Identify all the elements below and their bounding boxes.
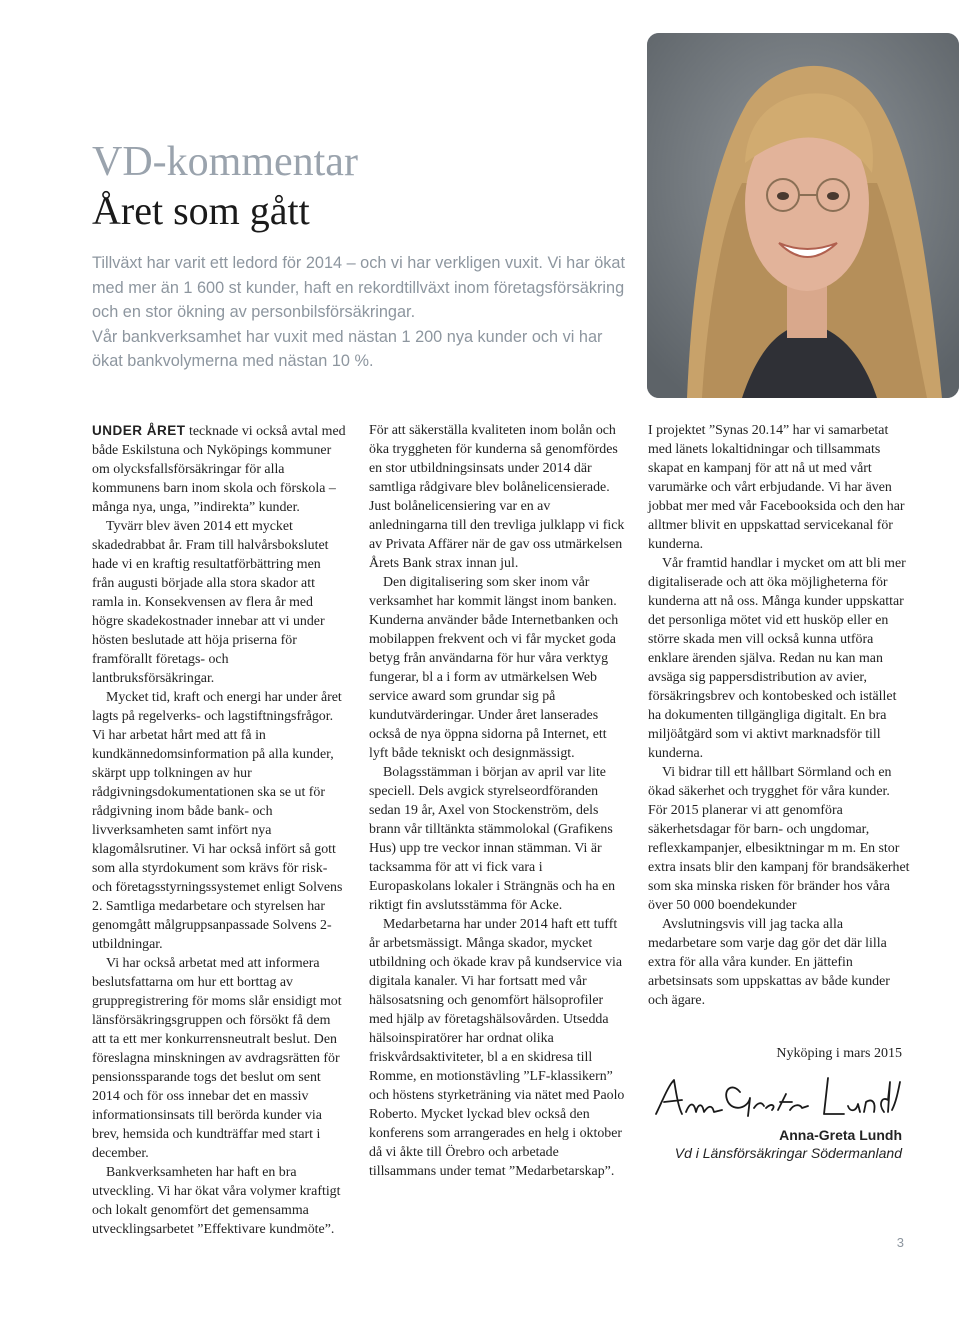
body-paragraph: Tyvärr blev även 2014 ett mycket skadedrabbat år. Fram till halvårsbokslutet hade vi en kraftig resultatförbättring men från augusti började alla stora skador att ramla in. Konsekvensen av flera år med högre skadekostnader innebar att vi under hösten beslutade att höja priserna för framförallt företags- och lantbruksförsäkringar. bbox=[92, 519, 329, 686]
body-paragraph: Medarbetarna har under 2014 haft ett tufft år arbetsmässigt. Många skador, mycket utbildning och ökade krav på kundservice via digitala kanaler. Vi har fortsatt med vår hälsosatsning och genomfört hälsoprofiler med hjälp av företagshälsovården. Utsedda hälsoinspiratörer har ordnat olika friskvårdsaktiviteter, bl a en skidresa till Romme, en motionstävling ”LF-klassikern” och höstens styrketräning via nätet med Paolo Roberto. Mycket lyckad blev också den konferens som arrangerades en helg i oktober då vi åkte till Örebro och arbetade tillsammans under temat ”Medarbetarskap”. bbox=[369, 917, 625, 1179]
body-paragraph: För att säkerställa kvaliteten inom bolån och öka tryggheten för kunderna så genomfördes en stor utbildningsinsats under 2014 där samtliga rådgivare blev bolånelicensierade. Just bolånelicensiering var en av anledningarna till den trevliga julklapp vi fick av Privata Affärer när de gav oss utmärkelsen Årets Bank strax innan jul. bbox=[369, 423, 625, 571]
body-paragraph: Den digitalisering som sker inom vår verksamhet har kommit längst inom banken. Kunderna använder både Internetbanken och mobilappen frekvent och vi får mycket goda betyg från användarna för hur våra verktyg fungerar, bl a i form av utmärkelsen Web service award som grundar sig på kundutvärderingar. Under året lanserades också de nya öppna sidorna på Internet, ett lyft både tekniskt och designmässigt. bbox=[369, 575, 619, 761]
body-paragraph: Bankverksamheten har haft en bra utveckling. Vi har ökat våra volymer kraftigt och lokalt genomfört det gemensamma utvecklingsarbetet ”Effektivare kundmöte”. bbox=[92, 1165, 341, 1237]
body-paragraph: Mycket tid, kraft och energi har under året lagts på regelverks- och lagstiftningsfrågor. Vi har arbetat hårt med att få in kundkännedomsinformation på alla kunder, skärpt upp tolkningen av hur rådgivningsdokumentationen ska se ut för rådgivning inom både bank- och livverksamheten samt infört nya klagomålsrutiner. Vi har också infört så gott som alla styrdokument som krävs för risk- och företagsstyrningssystemet enligt Solvens 2. Samtliga medarbetare och styrelsen har genomgått målgruppsanpassade Solvens 2-utbildningar. bbox=[92, 690, 343, 952]
body-paragraph: Vår framtid handlar i mycket om att bli mer digitaliserade och att öka möjligheterna för kunderna att nå oss. Många kunder uppskattar det personliga mötet vid ett husköp eller en större skada men vill också kunna utföra enklare ärenden själva. Redan nu kan man avsäga sig pappersdistribution av avier, försäkringsbrev och kontobesked och istället ha dokumenten tillgängliga digitalt. En bra miljöåtgärd som vi aktivt marknadsför till kunderna. bbox=[648, 556, 906, 761]
section-title: VD-kommentar bbox=[92, 139, 358, 185]
body-column-3 bbox=[648, 421, 910, 1010]
lead-in: UNDER ÅRET bbox=[92, 423, 186, 438]
place-date: Nyköping i mars 2015 bbox=[776, 1046, 902, 1061]
body-paragraph bbox=[92, 421, 346, 517]
body-paragraph: Vi bidrar till ett hållbart Sörmland och en ökad säkerhet och trygghet för våra kunder. För 2015 planerar vi att genomföra säkerhetsdagar för barn- och ungdomar, reflexkampanjer, elbesiktningar m m. En stor extra insats blir den kampanj för brandsäkerhet som ska minska risken för bränder hos våra över 50 000 boendekunder bbox=[648, 765, 910, 913]
ingress bbox=[92, 251, 632, 374]
page-number: 3 bbox=[896, 1235, 904, 1250]
portrait-image bbox=[647, 33, 959, 398]
ceo-portrait bbox=[647, 33, 959, 398]
ingress-paragraph: Tillväxt har varit ett ledord för 2014 – och vi har verkligen vuxit. Vi har ökat med mer än 1 600 st kunder, haft en rekordtillväxt inom företagsförsäkring och en stor ökning av personbilsförsäkringar. bbox=[92, 254, 626, 321]
signer-name: Anna-Greta Lundh bbox=[779, 1127, 902, 1143]
body-column-1 bbox=[92, 421, 346, 1239]
body-paragraph: Vi har också arbetat med att informera beslutsfattarna om hur ett borttag av gruppregistrering för moms slår ensidigt mot länsförsäkringsgruppen och försökt få dem att ta ett mer konkurrensneutralt beslut. Den föreslagna minskningen av avdragsrätten för pensionssparande togs det beslut om sent 2014 och för oss innebar det en massiv informationsinsats till berörda kunder via brev, hemsida och kundträffar med start i december. bbox=[92, 956, 342, 1161]
page-title: Året som gått bbox=[92, 188, 310, 233]
signer-role: Vd i Länsförsäkringar Södermanland bbox=[674, 1145, 902, 1161]
handwritten-signature bbox=[652, 1072, 902, 1122]
body-paragraph: Bolagsstämman i början av april var lite speciell. Dels avgick styrelseordföranden sedan 19 år, Axel von Stockenström, dels brann vår tilltänkta stämmolokal (Grafikens Hus) upp tre veckor innan stämman. Vi är tacksamma för att vi fick vara i Europaskolans lokaler i Strängnäs och ha en riktigt fin avslutsstämma för Acke. bbox=[369, 765, 616, 913]
paragraph-text: tecknade vi också avtal med både Eskilstuna och Nyköpings kommuner om olycksfallsförsäkringar för alla kommunens barn inom skola och förskola – många nya, unga, ”indirekta” kunder. bbox=[92, 424, 346, 515]
body-paragraph: Avslutningsvis vill jag tacka alla medarbetare som varje dag gör det där lilla extra för alla våra kunder. En jättefin arbetsinsats som uppskattas av både kunder och ägare. bbox=[648, 917, 890, 1008]
body-column-2 bbox=[369, 421, 627, 1181]
body-paragraph: I projektet ”Synas 20.14” har vi samarbetat med länets lokaltidningar och tillsammats skapat en kampanj för att nå ut med vårt varumärke och vårt erbjudande. Vi har även jobbat mer med vår Facebooksida och den har alltmer blivit en uppskattad servicekanal för kunderna. bbox=[648, 423, 905, 552]
ingress-paragraph: Vår bankverksamhet har vuxit med nästan 1 200 nya kunder och vi har ökat bankvolymerna med nästan 10 %. bbox=[92, 327, 603, 370]
